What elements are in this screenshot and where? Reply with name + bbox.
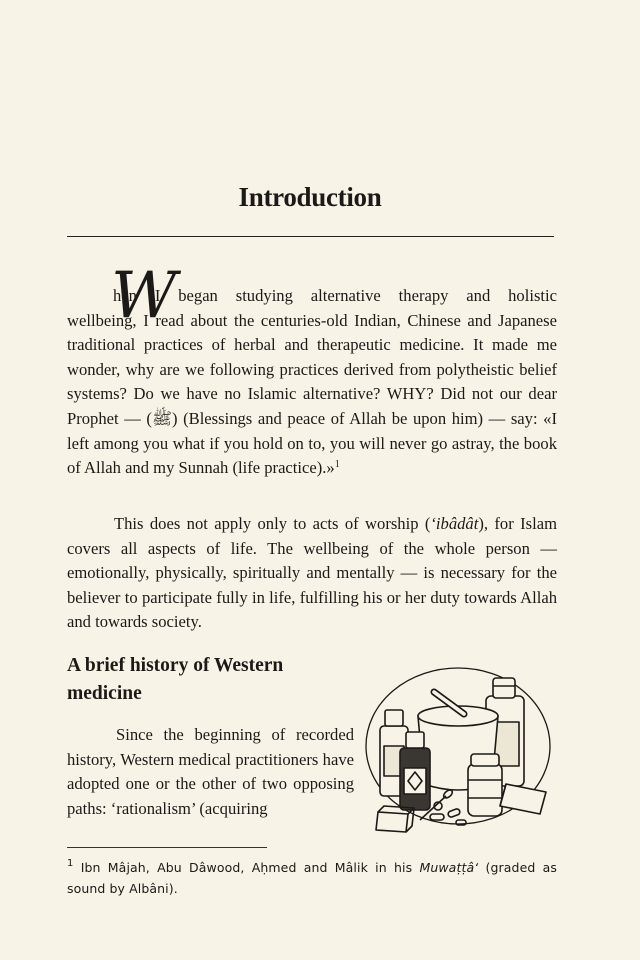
drop-cap: W [111,259,177,333]
footnote-title: Muwaṭṭâ‘ [419,860,479,875]
chapter-title: Introduction [238,182,382,212]
footnote-number: 1 [67,858,74,869]
intro-text: wellbeing, I read about the centuries-old Indian, Chinese and Japanese traditional practices of herbal and therapeutic medicine. It made me wonder, why are we following practices derived from polytheistic belief systems? Do we have no Islamic alternative? WHY? Did not our dear Prophet — (ﷺ) (Blessings and peace of Allah be upon him) — say: «I left among you what if you hold on to, you will never go astray, the book of Allah and my Sunnah (life practice).» [67,310,557,478]
section-heading: A brief history of Western medicine [67,655,284,704]
medicine-bottles-mortar-illustration [360,664,556,844]
footnote-text-before: Ibn Mâjah, Abu Dâwood, Aḥmed and Mâlik in his [80,860,413,875]
title-divider [67,236,554,237]
worship-text-before: This does not apply only to acts of worship ( [114,514,431,533]
worship-text-after: ), for Islam covers all aspects of life. The wellbeing of the whole person — emotionally, physically, spiritually and mentally — is necessary for the believer to participate fully in life, fulfilling his or her duty towards Allah and towards society. [67,514,557,632]
footnote [67,857,557,899]
ibadat-term: ‘ibâdât [430,514,479,533]
footnote-text-after: (graded as sound by Albâni). [67,860,558,896]
section-paragraph: Since the beginning of recorded history, Western medical practitioners have adopted one or the other of two opposing paths: ‘rationalism’ (acquiring [67,725,354,818]
intro-first-line: hen I began studying alternative therapy and holistic [113,286,557,305]
footnote-divider [67,847,267,848]
intro-paragraph [67,259,557,481]
footnote-reference: 1 [334,459,340,471]
worship-paragraph [67,512,557,635]
